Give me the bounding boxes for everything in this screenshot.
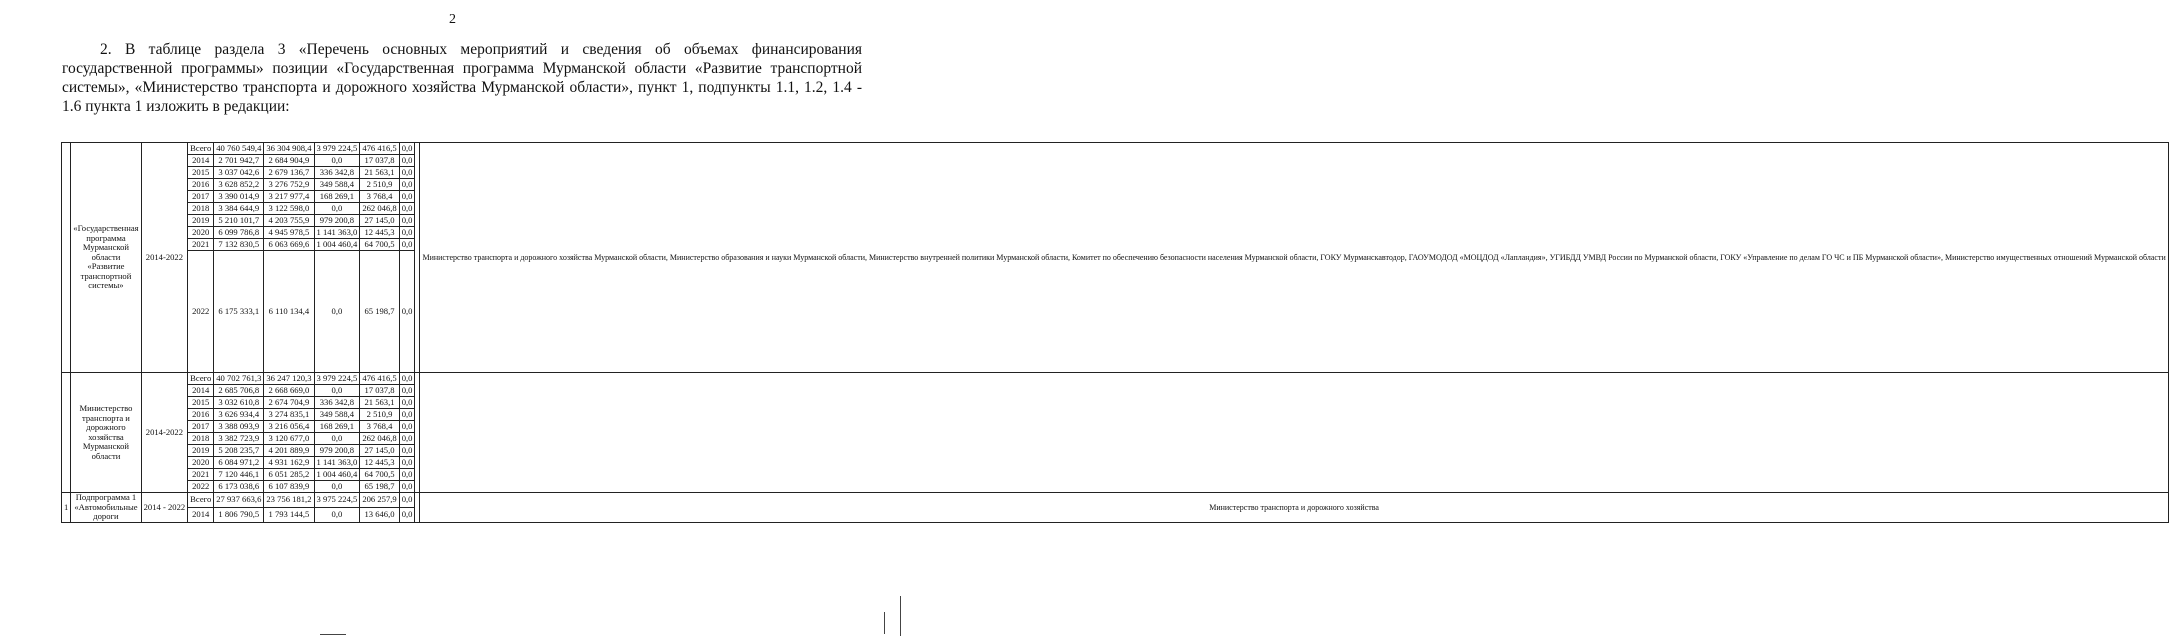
other-sources-cell: 0,0 bbox=[399, 239, 415, 251]
other-sources-cell: 0,0 bbox=[399, 469, 415, 481]
federal-budget-cell: 0,0 bbox=[314, 203, 360, 215]
other-sources-cell: 0,0 bbox=[399, 167, 415, 179]
program-name-cell: «Государственная программа Мурманской области «Развитие транспортной системы» bbox=[71, 143, 141, 373]
local-budget-cell: 3 768,4 bbox=[360, 191, 399, 203]
local-budget-cell: 262 046,8 bbox=[360, 203, 399, 215]
local-budget-cell: 64 700,5 bbox=[360, 239, 399, 251]
other-sources-cell: 0,0 bbox=[399, 433, 415, 445]
federal-budget-cell: 349 588,4 bbox=[314, 409, 360, 421]
period-cell: 2014-2022 bbox=[141, 143, 188, 373]
federal-budget-cell: 168 269,1 bbox=[314, 421, 360, 433]
regional-budget-cell: 2 668 669,0 bbox=[264, 385, 314, 397]
regional-budget-cell: 6 051 285,2 bbox=[264, 469, 314, 481]
federal-budget-cell: 0,0 bbox=[314, 155, 360, 167]
period-cell: 2014 - 2022 bbox=[141, 493, 188, 523]
local-budget-cell: 17 037,8 bbox=[360, 155, 399, 167]
local-budget-cell: 21 563,1 bbox=[360, 397, 399, 409]
total-cell: 3 382 723,9 bbox=[214, 433, 264, 445]
federal-budget-cell: 0,0 bbox=[314, 433, 360, 445]
period-cell: 2014-2022 bbox=[141, 373, 188, 493]
regional-budget-cell: 6 063 669,6 bbox=[264, 239, 314, 251]
local-budget-cell: 27 145,0 bbox=[360, 215, 399, 227]
other-sources-cell: 0,0 bbox=[399, 409, 415, 421]
executor-cell bbox=[420, 373, 2168, 493]
local-budget-cell: 64 700,5 bbox=[360, 469, 399, 481]
year-cell: 2021 bbox=[188, 469, 214, 481]
other-sources-cell: 0,0 bbox=[399, 385, 415, 397]
total-cell: 3 384 644,9 bbox=[214, 203, 264, 215]
regional-budget-cell: 3 276 752,9 bbox=[264, 179, 314, 191]
year-cell: 2014 bbox=[188, 155, 214, 167]
scan-mark bbox=[320, 634, 346, 635]
total-cell: 3 037 042,6 bbox=[214, 167, 264, 179]
year-cell: 2017 bbox=[188, 421, 214, 433]
other-sources-cell: 0,0 bbox=[399, 493, 415, 508]
federal-budget-cell: 3 975 224,5 bbox=[314, 493, 360, 508]
year-cell: 2015 bbox=[188, 397, 214, 409]
total-cell: 3 390 014,9 bbox=[214, 191, 264, 203]
federal-budget-cell: 1 004 460,4 bbox=[314, 239, 360, 251]
regional-budget-cell: 3 216 056,4 bbox=[264, 421, 314, 433]
regional-budget-cell: 6 107 839,9 bbox=[264, 481, 314, 493]
year-cell: 2021 bbox=[188, 239, 214, 251]
local-budget-cell: 12 445,3 bbox=[360, 457, 399, 469]
total-cell: 7 120 446,1 bbox=[214, 469, 264, 481]
other-sources-cell: 0,0 bbox=[399, 215, 415, 227]
total-cell: 7 132 830,5 bbox=[214, 239, 264, 251]
year-cell: Всего bbox=[188, 493, 214, 508]
federal-budget-cell: 979 200,8 bbox=[314, 215, 360, 227]
local-budget-cell: 2 510,9 bbox=[360, 179, 399, 191]
local-budget-cell: 12 445,3 bbox=[360, 227, 399, 239]
federal-budget-cell: 0,0 bbox=[314, 251, 360, 373]
total-cell: 3 032 610,8 bbox=[214, 397, 264, 409]
total-cell: 40 760 549,4 bbox=[214, 143, 264, 155]
federal-budget-cell: 3 979 224,5 bbox=[314, 143, 360, 155]
regional-budget-cell: 2 684 904,9 bbox=[264, 155, 314, 167]
local-budget-cell: 65 198,7 bbox=[360, 481, 399, 493]
local-budget-cell: 17 037,8 bbox=[360, 385, 399, 397]
financing-table bbox=[61, 142, 2169, 523]
regional-budget-cell: 2 679 136,7 bbox=[264, 167, 314, 179]
other-sources-cell: 0,0 bbox=[399, 397, 415, 409]
other-sources-cell: 0,0 bbox=[399, 143, 415, 155]
local-budget-cell: 27 145,0 bbox=[360, 445, 399, 457]
federal-budget-cell: 1 141 363,0 bbox=[314, 457, 360, 469]
total-cell: 5 208 235,7 bbox=[214, 445, 264, 457]
page-number: 2 bbox=[449, 12, 456, 27]
other-sources-cell: 0,0 bbox=[399, 445, 415, 457]
year-cell: 2020 bbox=[188, 227, 214, 239]
other-sources-cell: 0,0 bbox=[399, 191, 415, 203]
regional-budget-cell: 4 201 889,9 bbox=[264, 445, 314, 457]
federal-budget-cell: 1 141 363,0 bbox=[314, 227, 360, 239]
program-name-cell: Подпрограмма 1 «Автомобильные дороги bbox=[71, 493, 141, 523]
total-cell: 6 173 038,6 bbox=[214, 481, 264, 493]
regional-budget-cell: 3 122 598,0 bbox=[264, 203, 314, 215]
federal-budget-cell: 0,0 bbox=[314, 507, 360, 522]
row-number-cell bbox=[62, 373, 71, 493]
other-sources-cell: 0,0 bbox=[399, 155, 415, 167]
local-budget-cell: 3 768,4 bbox=[360, 421, 399, 433]
table-row bbox=[62, 373, 2169, 385]
regional-budget-cell: 6 110 134,4 bbox=[264, 251, 314, 373]
regional-budget-cell: 3 274 835,1 bbox=[264, 409, 314, 421]
year-cell: 2022 bbox=[188, 481, 214, 493]
federal-budget-cell: 1 004 460,4 bbox=[314, 469, 360, 481]
regional-budget-cell: 4 931 162,9 bbox=[264, 457, 314, 469]
row-number-cell: 1 bbox=[62, 493, 71, 523]
intro-paragraph: 2. В таблице раздела 3 «Перечень основных мероприятий и сведения об объемах финансирования государственной программы» позиции «Государственная программа Мурманской области «Развитие транспортной системы», «Министерство транспорта и дорожного хозяйства Мурманской области», пункт 1, подпункты 1.1, 1.2, 1.4 - 1.6 пункта 1 изложить в редакции: bbox=[62, 41, 862, 115]
row-number-cell bbox=[62, 143, 71, 373]
total-cell: 40 702 761,3 bbox=[214, 373, 264, 385]
other-sources-cell: 0,0 bbox=[399, 373, 415, 385]
total-cell: 27 937 663,6 bbox=[214, 493, 264, 508]
regional-budget-cell: 2 674 704,9 bbox=[264, 397, 314, 409]
year-cell: 2016 bbox=[188, 409, 214, 421]
regional-budget-cell: 23 756 181,2 bbox=[264, 493, 314, 508]
table-row bbox=[62, 143, 2169, 155]
total-cell: 2 685 706,8 bbox=[214, 385, 264, 397]
total-cell: 5 210 101,7 bbox=[214, 215, 264, 227]
year-cell: 2020 bbox=[188, 457, 214, 469]
regional-budget-cell: 4 945 978,5 bbox=[264, 227, 314, 239]
federal-budget-cell: 0,0 bbox=[314, 481, 360, 493]
federal-budget-cell: 336 342,8 bbox=[314, 397, 360, 409]
regional-budget-cell: 36 304 908,4 bbox=[264, 143, 314, 155]
executor-cell: Министерство транспорта и дорожного хозяйства Мурманской области, Министерство образования и науки Мурманской области, Министерство внутренней политики Мурманской области, Комитет по обеспечению безопасности населения Мурманской области, ГОКУ Мурманскавтодор, ГАОУМОДОД «МОЦДОД «Лапландия», УГИБДД УМВД России по Мурманской области, ГОКУ «Управление по делам ГО ЧС и ПБ Мурманской области», Министерство имущественных отношений Мурманской области bbox=[420, 143, 2168, 373]
federal-budget-cell: 3 979 224,5 bbox=[314, 373, 360, 385]
year-cell: Всего bbox=[188, 373, 214, 385]
other-sources-cell: 0,0 bbox=[399, 251, 415, 373]
local-budget-cell: 476 416,5 bbox=[360, 373, 399, 385]
local-budget-cell: 476 416,5 bbox=[360, 143, 399, 155]
other-sources-cell: 0,0 bbox=[399, 179, 415, 191]
other-sources-cell: 0,0 bbox=[399, 203, 415, 215]
year-cell: Всего bbox=[188, 143, 214, 155]
scan-mark bbox=[884, 612, 885, 634]
total-cell: 3 388 093,9 bbox=[214, 421, 264, 433]
total-cell: 6 175 333,1 bbox=[214, 251, 264, 373]
other-sources-cell: 0,0 bbox=[399, 457, 415, 469]
year-cell: 2015 bbox=[188, 167, 214, 179]
federal-budget-cell: 979 200,8 bbox=[314, 445, 360, 457]
local-budget-cell: 206 257,9 bbox=[360, 493, 399, 508]
total-cell: 2 701 942,7 bbox=[214, 155, 264, 167]
regional-budget-cell: 4 203 755,9 bbox=[264, 215, 314, 227]
regional-budget-cell: 3 120 677,0 bbox=[264, 433, 314, 445]
local-budget-cell: 65 198,7 bbox=[360, 251, 399, 373]
total-cell: 6 084 971,2 bbox=[214, 457, 264, 469]
federal-budget-cell: 349 588,4 bbox=[314, 179, 360, 191]
other-sources-cell: 0,0 bbox=[399, 507, 415, 522]
year-cell: 2019 bbox=[188, 215, 214, 227]
federal-budget-cell: 0,0 bbox=[314, 385, 360, 397]
other-sources-cell: 0,0 bbox=[399, 481, 415, 493]
program-name-cell: Министерство транспорта и дорожного хозяйства Мурманской области bbox=[71, 373, 141, 493]
regional-budget-cell: 1 793 144,5 bbox=[264, 507, 314, 522]
local-budget-cell: 13 646,0 bbox=[360, 507, 399, 522]
local-budget-cell: 21 563,1 bbox=[360, 167, 399, 179]
local-budget-cell: 262 046,8 bbox=[360, 433, 399, 445]
table-row bbox=[62, 493, 2169, 508]
regional-budget-cell: 36 247 120,3 bbox=[264, 373, 314, 385]
other-sources-cell: 0,0 bbox=[399, 421, 415, 433]
year-cell: 2014 bbox=[188, 385, 214, 397]
executor-cell: Министерство транспорта и дорожного хозяйства bbox=[420, 493, 2168, 523]
total-cell: 6 099 786,8 bbox=[214, 227, 264, 239]
year-cell: 2018 bbox=[188, 433, 214, 445]
other-sources-cell: 0,0 bbox=[399, 227, 415, 239]
federal-budget-cell: 168 269,1 bbox=[314, 191, 360, 203]
year-cell: 2018 bbox=[188, 203, 214, 215]
federal-budget-cell: 336 342,8 bbox=[314, 167, 360, 179]
scan-mark bbox=[900, 596, 901, 636]
total-cell: 1 806 790,5 bbox=[214, 507, 264, 522]
year-cell: 2019 bbox=[188, 445, 214, 457]
total-cell: 3 626 934,4 bbox=[214, 409, 264, 421]
year-cell: 2014 bbox=[188, 507, 214, 522]
year-cell: 2017 bbox=[188, 191, 214, 203]
year-cell: 2016 bbox=[188, 179, 214, 191]
regional-budget-cell: 3 217 977,4 bbox=[264, 191, 314, 203]
local-budget-cell: 2 510,9 bbox=[360, 409, 399, 421]
total-cell: 3 628 852,2 bbox=[214, 179, 264, 191]
year-cell: 2022 bbox=[188, 251, 214, 373]
